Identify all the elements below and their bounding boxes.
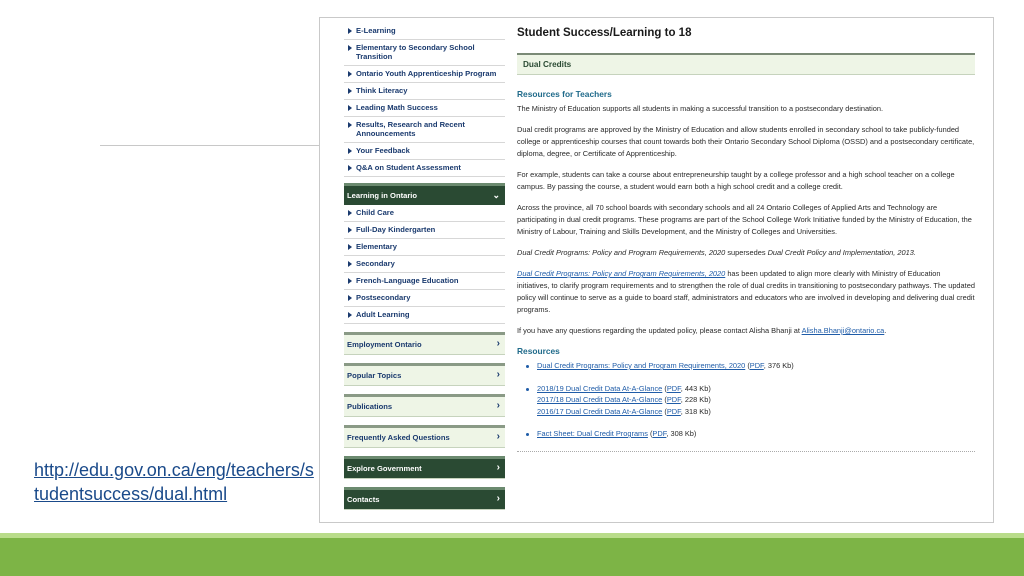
sidebar-nav [344,23,505,510]
resource-size: , 318 Kb) [680,406,711,416]
sidebar-item-label: Leading Math Success [356,102,438,112]
policy-2020-title: Dual Credit Programs: Policy and Program Requirements, 2020 [517,248,726,257]
sidebar-header-learning-in-ontario[interactable] [344,183,505,205]
resource-line [537,428,696,440]
triangle-right-icon [348,227,352,233]
triangle-right-icon [348,71,352,77]
policy-2013-title: Dual Credit Policy and Implementation, 2013 [767,248,914,257]
sidebar-item-your-feedback[interactable] [344,143,505,160]
sidebar-item-label: Ontario Youth Apprenticeship Program [356,68,497,78]
resources-heading: Resources [517,346,560,356]
sidebar-box-publications[interactable] [344,394,505,417]
period: . [884,326,887,335]
bullet-icon [526,365,529,368]
resources-list [517,360,975,440]
page-title: Student Success/Learning to 18 [517,27,692,39]
paragraph-approved: Dual credit programs are approved by the Ministry of Education and allow students enrolled in secondary school to take publicly-funded college or apprenticeship courses that count towards both their Ontario Secondary School Diploma (OSSD) and a postsecondary certificate, diploma, degree, or Certificate of Apprenticeship. [517,125,975,158]
sidebar-item-elementary-to-secondary-school-transition[interactable] [344,40,505,66]
resource-line [537,394,711,406]
sidebar-item-secondary[interactable] [344,256,505,273]
triangle-right-icon [348,312,352,318]
sidebar-item-label: Full-Day Kindergarten [356,224,436,234]
sidebar-box-label: Popular Topics [347,370,402,380]
resource-paren: ( [647,429,653,438]
resource-item [517,428,975,440]
policy-2020-link[interactable]: Dual Credit Programs: Policy and Program Requirements, 2020 [517,269,726,278]
sidebar-item-think-literacy[interactable] [344,83,505,100]
triangle-right-icon [348,105,352,111]
sidebar-item-label: French-Language Education [356,275,459,285]
resource-link[interactable]: 2016/17 Dual Credit Data At-A-Glance [537,406,663,416]
resource-link[interactable]: Dual Credit Programs: Policy and Program Requirements, 2020 [537,361,746,370]
contact-text: If you have any questions regarding the updated policy, please contact Alisha Bhanji at [517,326,802,335]
sidebar-item-results-research-and-recent-announcements[interactable] [344,117,505,143]
sidebar-item-elementary[interactable] [344,239,505,256]
sidebar-box-label: Contacts [347,494,380,504]
resource-paren: ( [745,361,750,370]
resources-for-teachers-heading: Resources for Teachers [517,89,612,99]
sidebar-item-label: Secondary [356,258,395,268]
chevron-right-icon: › [496,462,500,474]
supersedes-text: supersedes [725,248,768,257]
triangle-right-icon [348,45,352,51]
resource-size: , 376 Kb) [763,361,794,370]
dotted-divider [517,451,975,452]
sidebar-item-full-day-kindergarten[interactable] [344,222,505,239]
chevron-down-icon: ⌄ [492,189,500,200]
resource-link[interactable]: 2017/18 Dual Credit Data At-A-Glance [537,395,663,404]
sidebar-item-label: E-Learning [356,26,396,35]
paragraph-updated [517,268,975,316]
chevron-right-icon: › [496,493,500,505]
url-caption[interactable]: http://edu.gov.on.ca/eng/teachers/studentsuccess/dual.html [34,460,314,504]
sidebar-box-contacts[interactable] [344,487,505,510]
sidebar-box-employment-ontario[interactable] [344,332,505,355]
resource-link[interactable]: Fact Sheet: Dual Credit Programs [537,429,648,438]
main-content [517,18,975,452]
sidebar-item-label: Adult Learning [356,309,410,319]
pdf-link[interactable]: PDF [666,406,681,416]
triangle-right-icon [348,148,352,154]
chevron-right-icon: › [496,338,500,350]
bottom-bar-stripe [0,533,1024,538]
sidebar-item-postsecondary[interactable] [344,290,505,307]
sidebar-item-label: Results, Research and Recent Announcements [356,119,465,139]
sidebar-header-label: Learning in Ontario [347,190,418,200]
paragraph-contact [517,325,975,337]
paragraph-province: Across the province, all 70 school boards with secondary schools and all 24 Ontario Colleges of Applied Arts and Technology are participating in dual credit programs. These programs are part of the School College Work Initiative funded by the Ministry of Education, the Ministry of Labour, Training and Skills Development, and the Ministry of Colleges and Universities. [517,203,972,236]
chevron-right-icon: › [496,369,500,381]
paragraph-example: For example, students can take a course about entrepreneurship taught by a college professor and a high school teacher on a college campus. By passing the course, a student would earn both a high school credit and a college credit. [517,170,955,191]
sidebar-item-label: Postsecondary [356,292,411,302]
resource-line [537,383,711,395]
pdf-link[interactable]: PDF [666,395,681,404]
divider-line [100,145,320,146]
sidebar-item-qanda-on-student-assessment[interactable] [344,160,505,177]
triangle-right-icon [348,261,352,267]
paragraph-intro: The Ministry of Education supports all students in making a successful transition to a postsecondary destination. [517,104,884,113]
sidebar-item-label: Think Literacy [356,85,408,95]
resource-paren: ( [662,395,667,404]
triangle-right-icon [348,295,352,301]
period: . [913,248,916,257]
sidebar-box-label: Employment Ontario [347,339,422,349]
section-title: Dual Credits [523,60,572,69]
chevron-right-icon: › [496,431,500,443]
resource-item [517,360,975,372]
sidebar-box-frequently-asked-questions[interactable] [344,425,505,448]
triangle-right-icon [348,210,352,216]
triangle-right-icon [348,278,352,284]
triangle-right-icon [348,244,352,250]
sidebar-item-label: Q&A on Student Assessment [356,162,461,172]
bullet-icon [526,388,529,391]
sidebar-item-adult-learning[interactable] [344,307,505,324]
paragraph-supersedes [517,247,975,259]
sidebar-box-label: Frequently Asked Questions [347,432,450,442]
triangle-right-icon [348,88,352,94]
triangle-right-icon [348,28,352,34]
sidebar-item-label: Your Feedback [356,145,410,155]
resource-size: , 308 Kb) [666,429,697,438]
resource-link[interactable]: 2018/19 Dual Credit Data At-A-Glance [537,383,663,393]
chevron-right-icon: › [496,400,500,412]
sidebar-box-explore-government[interactable] [344,456,505,479]
pdf-link[interactable]: PDF [652,429,667,438]
section-bar-dual-credits [517,53,975,75]
resource-paren: ( [662,383,667,393]
page-screenshot [319,17,994,523]
sidebar-item-child-care[interactable] [344,205,505,222]
sidebar-box-label: Publications [347,401,393,411]
resource-line [537,360,794,372]
resource-item [517,383,975,418]
resource-paren: ( [662,406,667,416]
sidebar-item-label: Elementary to Secondary School Transition [356,43,475,62]
bullet-icon [526,433,529,436]
sidebar-box-label: Explore Government [347,463,422,473]
bottom-bar [0,533,1024,576]
sidebar-item-label: Elementary [356,241,397,251]
resource-size: , 443 Kb) [680,383,711,393]
sidebar-item-leading-math-success[interactable] [344,100,505,117]
resource-line [537,406,711,418]
updated-text: has been updated to align more clearly with Ministry of Education initiatives, to clarify program requirements and to strengthen the role of dual credits in transitioning to postsecondary pathways. The updated policy will continue to serve as a guide to board staff, administrators and educators who are involved in developing and delivering dual credit programs. [517,269,975,314]
sidebar-item-french-language-education[interactable] [344,273,505,290]
resource-size: , 228 Kb) [680,395,711,404]
sidebar-item-ontario-youth-apprenticeship-program[interactable] [344,66,505,83]
triangle-right-icon [348,122,352,128]
sidebar-item-e-learning[interactable] [344,23,505,40]
sidebar-item-label: Child Care [356,207,394,217]
pdf-link[interactable]: PDF [749,361,764,370]
pdf-link[interactable]: PDF [666,383,681,393]
sidebar-box-popular-topics[interactable] [344,363,505,386]
contact-email-link[interactable]: Alisha.Bhanji@ontario.ca [801,326,885,335]
triangle-right-icon [348,165,352,171]
